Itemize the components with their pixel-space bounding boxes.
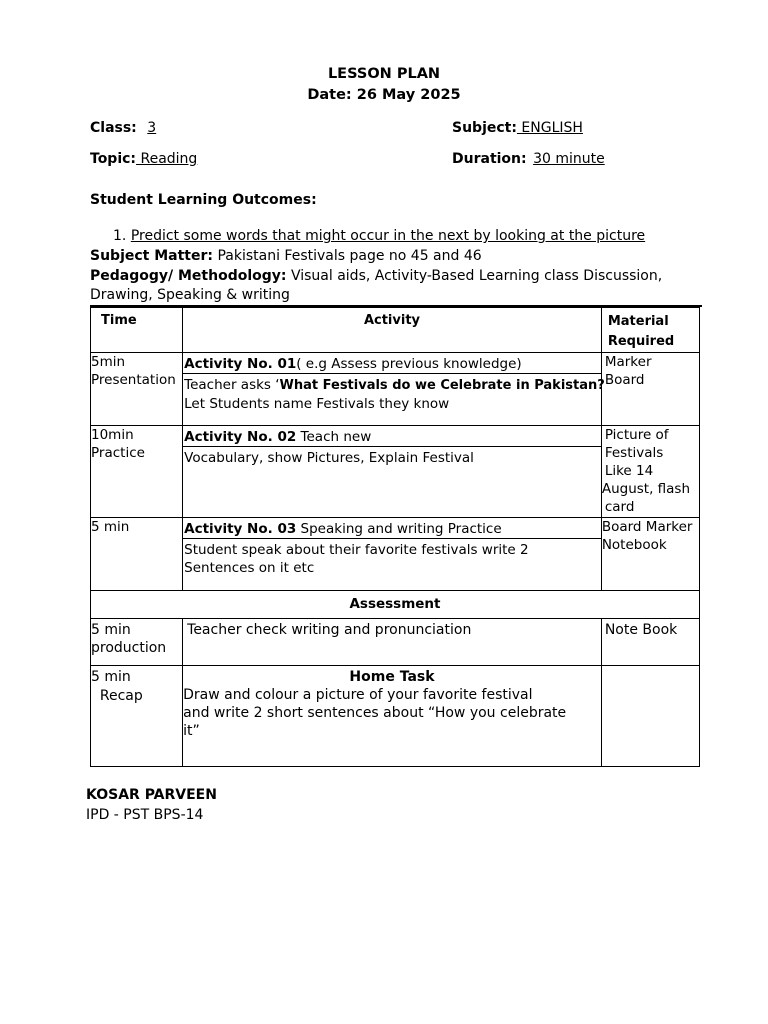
subject-field xyxy=(452,120,583,136)
recap-row xyxy=(91,666,700,767)
header-activity: Activity xyxy=(183,308,602,353)
class-value: 3 xyxy=(147,120,157,136)
row3-material: Board Marker Notebook xyxy=(601,518,699,591)
row3-activity-detail: Student speak about their favorite festivals write 2 Sentences on it etc xyxy=(184,542,529,576)
subject-label: Subject: xyxy=(452,120,517,136)
class-label: Class: xyxy=(90,120,137,136)
teacher-name: KOSAR PARVEEN xyxy=(86,787,217,803)
duration-field xyxy=(452,151,605,167)
row1-activity-detail: Teacher asks ‘What Festivals do we Celebrate in Pakistan? Let Students name Festivals they know xyxy=(184,377,605,412)
table-header-row xyxy=(91,308,700,353)
pedagogy-label: Pedagogy/ Methodology: xyxy=(90,268,287,284)
row3-activity-title: Activity No. 03 Speaking and writing Practice xyxy=(183,518,601,539)
row2-time: 10min Practice xyxy=(91,426,183,518)
outcome-text: Predict some words that might occur in the next by looking at the picture xyxy=(130,228,646,244)
row1-material: Marker Board xyxy=(601,353,699,426)
duration-label: Duration: xyxy=(452,151,527,167)
row3-activity xyxy=(183,518,602,591)
row2-material: Picture of Festivals Like 14 August, flash card xyxy=(601,426,699,518)
assessment-time: 5 min production xyxy=(91,619,183,666)
class-field xyxy=(90,120,156,136)
table-row xyxy=(91,426,700,518)
lesson-table xyxy=(90,307,700,767)
topic-value: Reading xyxy=(136,151,198,167)
document-date: Date: 26 May 2025 xyxy=(307,87,461,103)
header-time: Time xyxy=(91,308,183,353)
header-material-line2: Required xyxy=(607,334,675,349)
row1-activity xyxy=(183,353,605,426)
teacher-designation: IPD - PST BPS-14 xyxy=(86,807,204,823)
outcome-item xyxy=(113,228,645,244)
recap-time: 5 min Recap xyxy=(91,666,183,767)
topic-label: Topic: xyxy=(90,151,137,167)
document-title: LESSON PLAN xyxy=(327,66,441,82)
outcomes-heading: Student Learning Outcomes: xyxy=(90,192,317,208)
pedagogy-value-line2: Drawing, Speaking & writing xyxy=(90,287,290,303)
subject-matter-value: Pakistani Festivals page no 45 and 46 xyxy=(213,248,482,264)
row2-activity xyxy=(183,426,602,518)
row3-time: 5 min xyxy=(91,518,183,591)
table-row xyxy=(91,518,700,591)
pedagogy xyxy=(90,268,662,284)
home-task: Home Task Draw and colour a picture of your favorite festival and write 2 short sentences about “How you celebrate it” xyxy=(183,666,602,767)
recap-material xyxy=(601,666,699,767)
duration-value: 30 minute xyxy=(533,151,605,167)
row1-time: 5min Presentation xyxy=(91,353,183,426)
assessment-material: Note Book xyxy=(601,619,699,666)
pedagogy-value-line1: Visual aids, Activity-Based Learning class Discussion, xyxy=(286,268,663,284)
topic-field xyxy=(90,151,197,167)
subject-matter-label: Subject Matter: xyxy=(90,248,213,264)
assessment-heading-row xyxy=(91,591,700,619)
row2-activity-title: Activity No. 02 Teach new xyxy=(183,426,601,447)
assessment-heading: Assessment xyxy=(91,591,700,619)
outcome-number: 1. xyxy=(113,228,131,244)
header-material xyxy=(601,308,699,353)
row2-activity-detail: Vocabulary, show Pictures, Explain Festival xyxy=(184,450,474,466)
assessment-row xyxy=(91,619,700,666)
row1-activity-title: Activity No. 01( e.g Assess previous knowledge) xyxy=(183,353,601,374)
subject-matter xyxy=(90,248,482,264)
table-row xyxy=(91,353,700,426)
header-material-line1: Material xyxy=(607,314,669,329)
subject-value: ENGLISH xyxy=(516,120,583,136)
home-task-heading: Home Task xyxy=(349,669,435,685)
assessment-activity: Teacher check writing and pronunciation xyxy=(183,619,602,666)
